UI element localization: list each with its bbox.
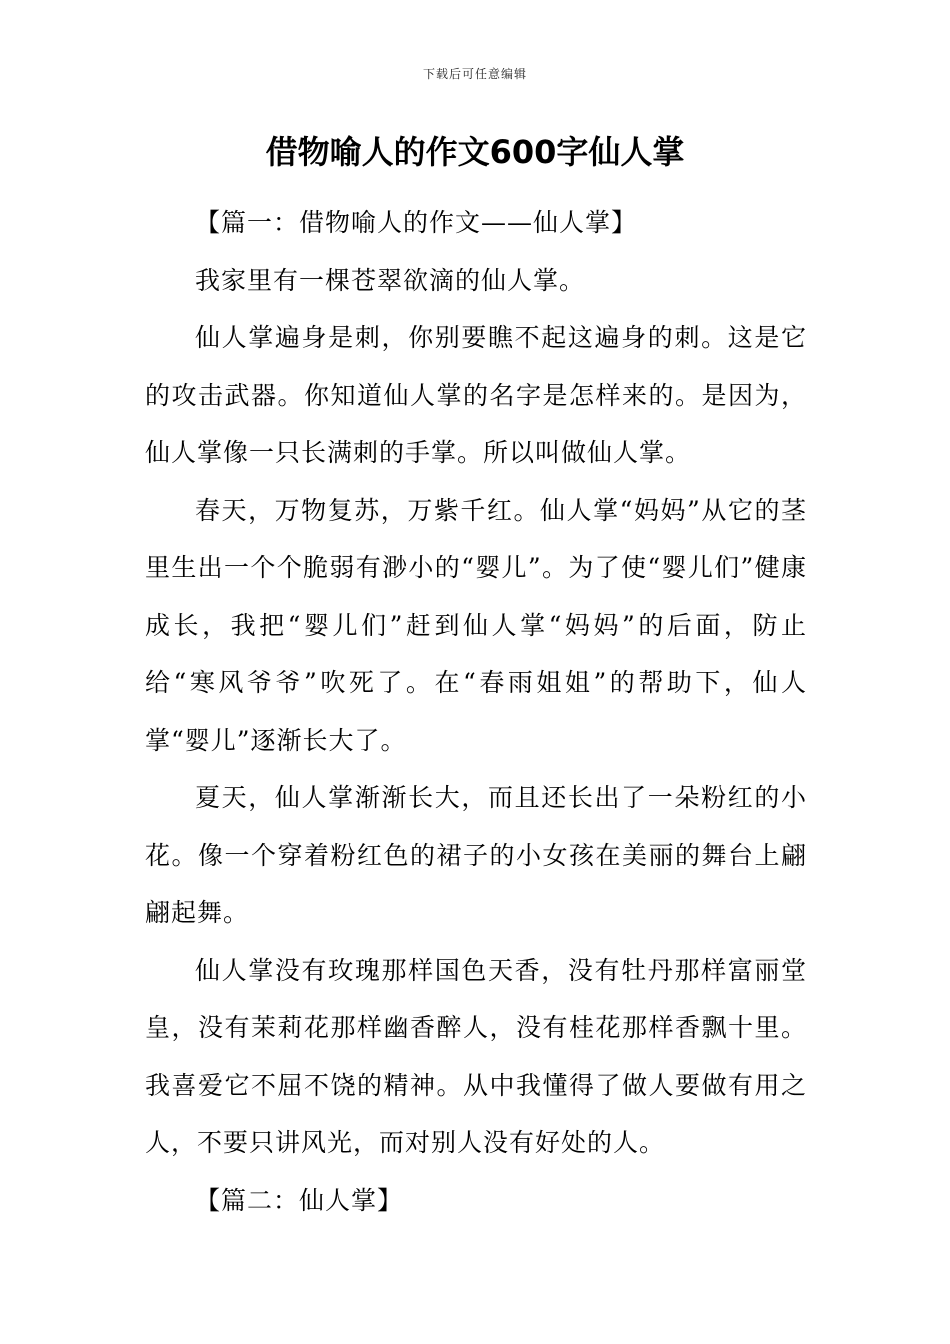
- document-title: 借物喻人的作文600字仙人掌: [265, 133, 685, 171]
- paragraph-5: 仙人掌没有玫瑰那样国色天香，没有牡丹那样富丽堂皇，没有茉莉花那样幽香醉人，没有桂花那样香飘十里。我喜爱它不屈不饶的精神。从中我懂得了做人要做有用之人，不要只讲风光，而对别人没有好处的人。: [145, 955, 807, 1157]
- paragraph-3: 春天，万物复苏，万紫千红。仙人掌“妈妈”从它的茎里生出一个个脆弱有渺小的“婴儿”。为了使“婴儿们”健康成长，我把“婴儿们”赶到仙人掌“妈妈”的后面，防止给“寒风爷爷”吹死了。在“春雨姐姐”的帮助下，仙人掌“婴儿”逐渐长大了。: [145, 495, 807, 755]
- section-heading-2: 【篇二：仙人掌】: [195, 1185, 404, 1215]
- paragraph-1: 我家里有一棵苍翠欲滴的仙人掌。: [195, 265, 586, 295]
- paragraph-4: 夏天，仙人掌渐渐长大，而且还长出了一朵粉红的小花。像一个穿着粉红色的裙子的小女孩在美丽的舞台上翩翩起舞。: [145, 783, 807, 927]
- document-body: [145, 194, 807, 1229]
- paragraph-2: 仙人掌遍身是刺，你别要瞧不起这遍身的刺。这是它的攻击武器。你知道仙人掌的名字是怎样来的。是因为，仙人掌像一只长满刺的手掌。所以叫做仙人掌。: [145, 323, 807, 467]
- section-heading-1: 【篇一：借物喻人的作文——仙人掌】: [195, 208, 638, 237]
- header-note: 下载后可任意编辑: [422, 67, 527, 81]
